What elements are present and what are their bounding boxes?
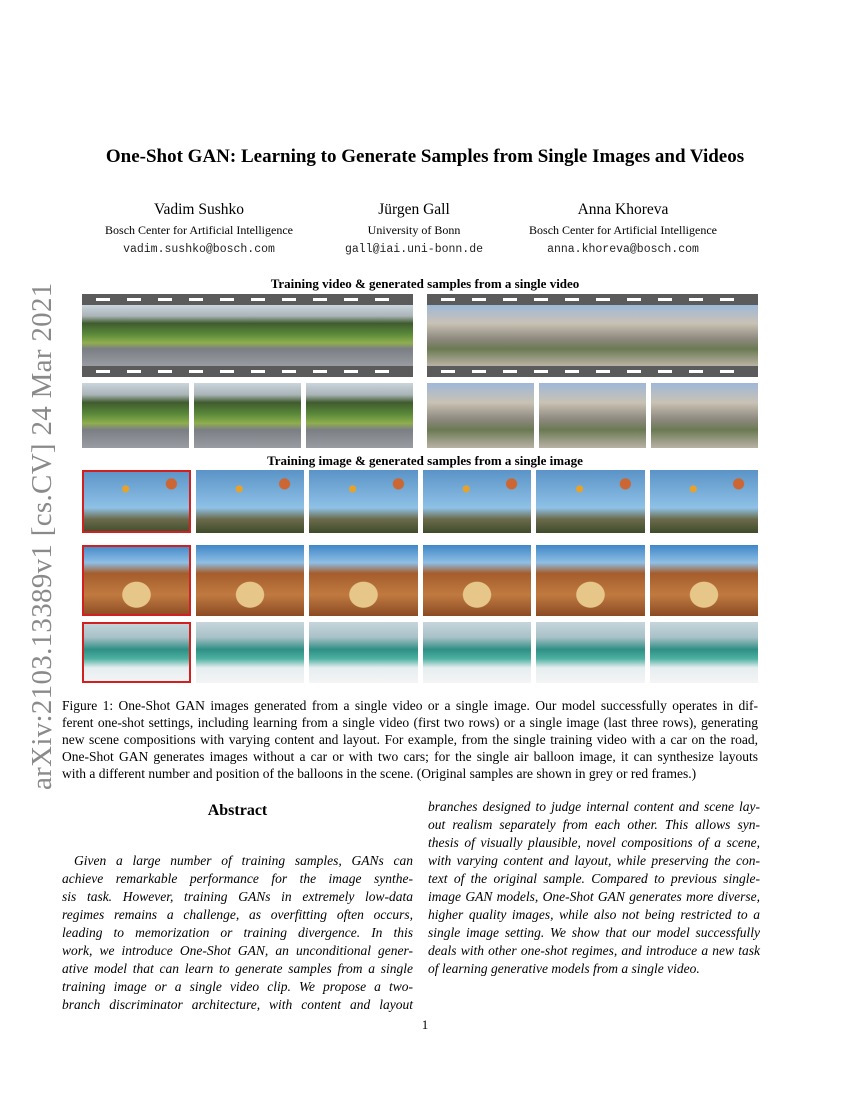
film-sprocket xyxy=(344,298,358,301)
author-block xyxy=(304,200,524,260)
author-block xyxy=(513,200,733,260)
film-sprocket xyxy=(658,298,672,301)
generated-video-samples-person xyxy=(427,383,758,448)
generated-image xyxy=(309,545,418,616)
film-sprocket xyxy=(565,370,579,373)
film-sprocket xyxy=(596,370,610,373)
training-image xyxy=(82,470,191,533)
author-affiliation: University of Bonn xyxy=(367,223,461,237)
caption-line: with a different number and position of the balloons in the scene. (Original samples are shown in grey or red frames.) xyxy=(62,766,697,781)
abstract-line: Given a large number of training samples, GANs can xyxy=(74,853,413,868)
abstract-line: achieve remarkable performance for the image synthe- xyxy=(62,871,413,886)
film-sprocket xyxy=(96,298,110,301)
abstract-line: regimes remains a challenge, as overfitting often occurs, xyxy=(62,907,413,922)
generated-image xyxy=(651,383,758,448)
caption-line: new scene compositions with varying content and layout. For example, from the single training video with a car on the road, xyxy=(62,732,758,747)
abstract-line: deals with other one-shot regimes, and introduce a new task xyxy=(428,943,760,958)
surf-row xyxy=(82,622,758,683)
training-image xyxy=(82,545,191,616)
abstract-line: single image setting. We show that our model successfully xyxy=(428,925,760,940)
generated-image xyxy=(196,622,305,683)
abstract-heading: Abstract xyxy=(207,802,268,819)
caption-line: ferent one-shot settings, including learning from a single video (first two rows) or a single image (last three rows), generating xyxy=(62,715,758,730)
abstract-line: branches designed to judge internal content and scene lay- xyxy=(428,799,760,814)
video-frame xyxy=(192,305,302,366)
generated-image xyxy=(196,470,305,533)
abstract-line: out realism separately from each other. This allows syn- xyxy=(428,817,760,832)
paper-title: One-Shot GAN: Learning to Generate Samples from Single Images and Videos xyxy=(105,146,745,167)
generated-image xyxy=(306,383,413,448)
training-video-filmstrip-person xyxy=(427,294,758,377)
abstract-line: training image or a single video clip. We propose a two- xyxy=(62,979,413,994)
arxiv-identifier: arXiv:2103.13389v1 [cs.CV] 24 Mar 2021 xyxy=(26,282,58,790)
film-sprocket xyxy=(158,298,172,301)
generated-image xyxy=(309,470,418,533)
film-sprocket xyxy=(534,370,548,373)
film-sprocket xyxy=(282,298,296,301)
film-sprocket xyxy=(96,370,110,373)
film-sprocket xyxy=(375,298,389,301)
film-sprocket xyxy=(689,298,703,301)
film-sprocket xyxy=(596,298,610,301)
film-sprocket xyxy=(503,370,517,373)
film-sprocket xyxy=(127,370,141,373)
generated-image xyxy=(82,383,189,448)
film-sprocket xyxy=(313,370,327,373)
abstract-column-1 xyxy=(62,852,413,1014)
film-sprocket xyxy=(375,370,389,373)
abstract-line: of learning generative models from a single video. xyxy=(428,961,700,976)
generated-image xyxy=(423,470,532,533)
generated-image xyxy=(423,545,532,616)
film-sprocket xyxy=(503,298,517,301)
abstract-line: work, we introduce One-Shot GAN, an unconditional gener- xyxy=(62,943,413,958)
film-sprocket xyxy=(441,370,455,373)
film-sprocket xyxy=(220,370,234,373)
generated-image xyxy=(536,622,645,683)
film-sprocket xyxy=(127,298,141,301)
film-sprocket xyxy=(344,370,358,373)
film-sprocket xyxy=(689,370,703,373)
author-name: Anna Khoreva xyxy=(577,201,669,218)
training-image xyxy=(82,622,191,683)
film-sprocket xyxy=(220,298,234,301)
generated-image xyxy=(309,622,418,683)
film-sprocket xyxy=(251,370,265,373)
training-video-filmstrip-car xyxy=(82,294,413,377)
generated-image xyxy=(196,545,305,616)
image-section-label: Training image & generated samples from a single image xyxy=(267,453,583,468)
generated-video-samples-car xyxy=(82,383,413,448)
abstract-line: sis task. However, training GANs in extremely low-data xyxy=(62,889,413,904)
generated-image xyxy=(536,545,645,616)
film-sprocket xyxy=(627,370,641,373)
abstract-line: with varying content and layout, while preserving the con- xyxy=(428,853,760,868)
generated-image xyxy=(650,622,759,683)
rock-arch-row xyxy=(82,545,758,616)
video-frame xyxy=(648,305,758,366)
film-sprocket xyxy=(189,298,203,301)
film-sprocket xyxy=(720,298,734,301)
generated-image xyxy=(536,470,645,533)
author-affiliation: Bosch Center for Artificial Intelligence xyxy=(529,223,717,237)
caption-line: One-Shot GAN generates images without a car or with two cars; for the single air balloon image, it can synthesize layouts xyxy=(62,749,758,764)
film-sprocket xyxy=(282,370,296,373)
film-sprocket xyxy=(441,298,455,301)
film-sprocket xyxy=(472,298,486,301)
film-sprocket xyxy=(189,370,203,373)
film-sprocket xyxy=(251,298,265,301)
video-frame xyxy=(537,305,647,366)
author-name: Jürgen Gall xyxy=(378,201,450,218)
author-block xyxy=(89,200,309,260)
author-email[interactable]: gall@iai.uni-bonn.de xyxy=(344,243,484,256)
author-email[interactable]: anna.khoreva@bosch.com xyxy=(547,243,699,256)
film-sprocket xyxy=(720,370,734,373)
film-sprocket xyxy=(565,298,579,301)
author-name: Vadim Sushko xyxy=(154,201,244,218)
film-sprocket xyxy=(658,370,672,373)
abstract-line: branch discriminator architecture, with content and layout xyxy=(62,997,413,1012)
author-affiliation: Bosch Center for Artificial Intelligence xyxy=(105,223,293,237)
author-email[interactable]: vadim.sushko@bosch.com xyxy=(123,243,275,256)
generated-image xyxy=(194,383,301,448)
generated-image xyxy=(650,545,759,616)
abstract-column-2 xyxy=(428,798,760,978)
film-sprocket xyxy=(627,298,641,301)
generated-image xyxy=(650,470,759,533)
generated-image xyxy=(427,383,534,448)
page-number: 1 xyxy=(421,1017,429,1032)
figure-caption xyxy=(62,697,758,782)
generated-image xyxy=(423,622,532,683)
film-sprocket xyxy=(472,370,486,373)
abstract-line: text of the original sample. Compared to previous single- xyxy=(428,871,760,886)
abstract-line: higher quality images, while also not being restricted to a xyxy=(428,907,760,922)
film-sprocket xyxy=(158,370,172,373)
abstract-line: thesis of visually plausible, novel compositions of a scene, xyxy=(428,835,760,850)
video-section-label: Training video & generated samples from a single video xyxy=(270,276,580,291)
video-frame xyxy=(82,305,192,366)
generated-image xyxy=(539,383,646,448)
balloon-row xyxy=(82,470,758,533)
caption-line: Figure 1: One-Shot GAN images generated from a single video or a single image. Our model successfully operates in dif- xyxy=(62,698,758,713)
abstract-line: ative model that can learn to generate samples from a single xyxy=(62,961,413,976)
abstract-line: image GAN models, One-Shot GAN generates more diverse, xyxy=(428,889,760,904)
video-frame xyxy=(427,305,537,366)
film-sprocket xyxy=(534,298,548,301)
abstract-line: leading to memorization or training divergence. In this xyxy=(62,925,413,940)
video-frame xyxy=(303,305,413,366)
film-sprocket xyxy=(313,298,327,301)
